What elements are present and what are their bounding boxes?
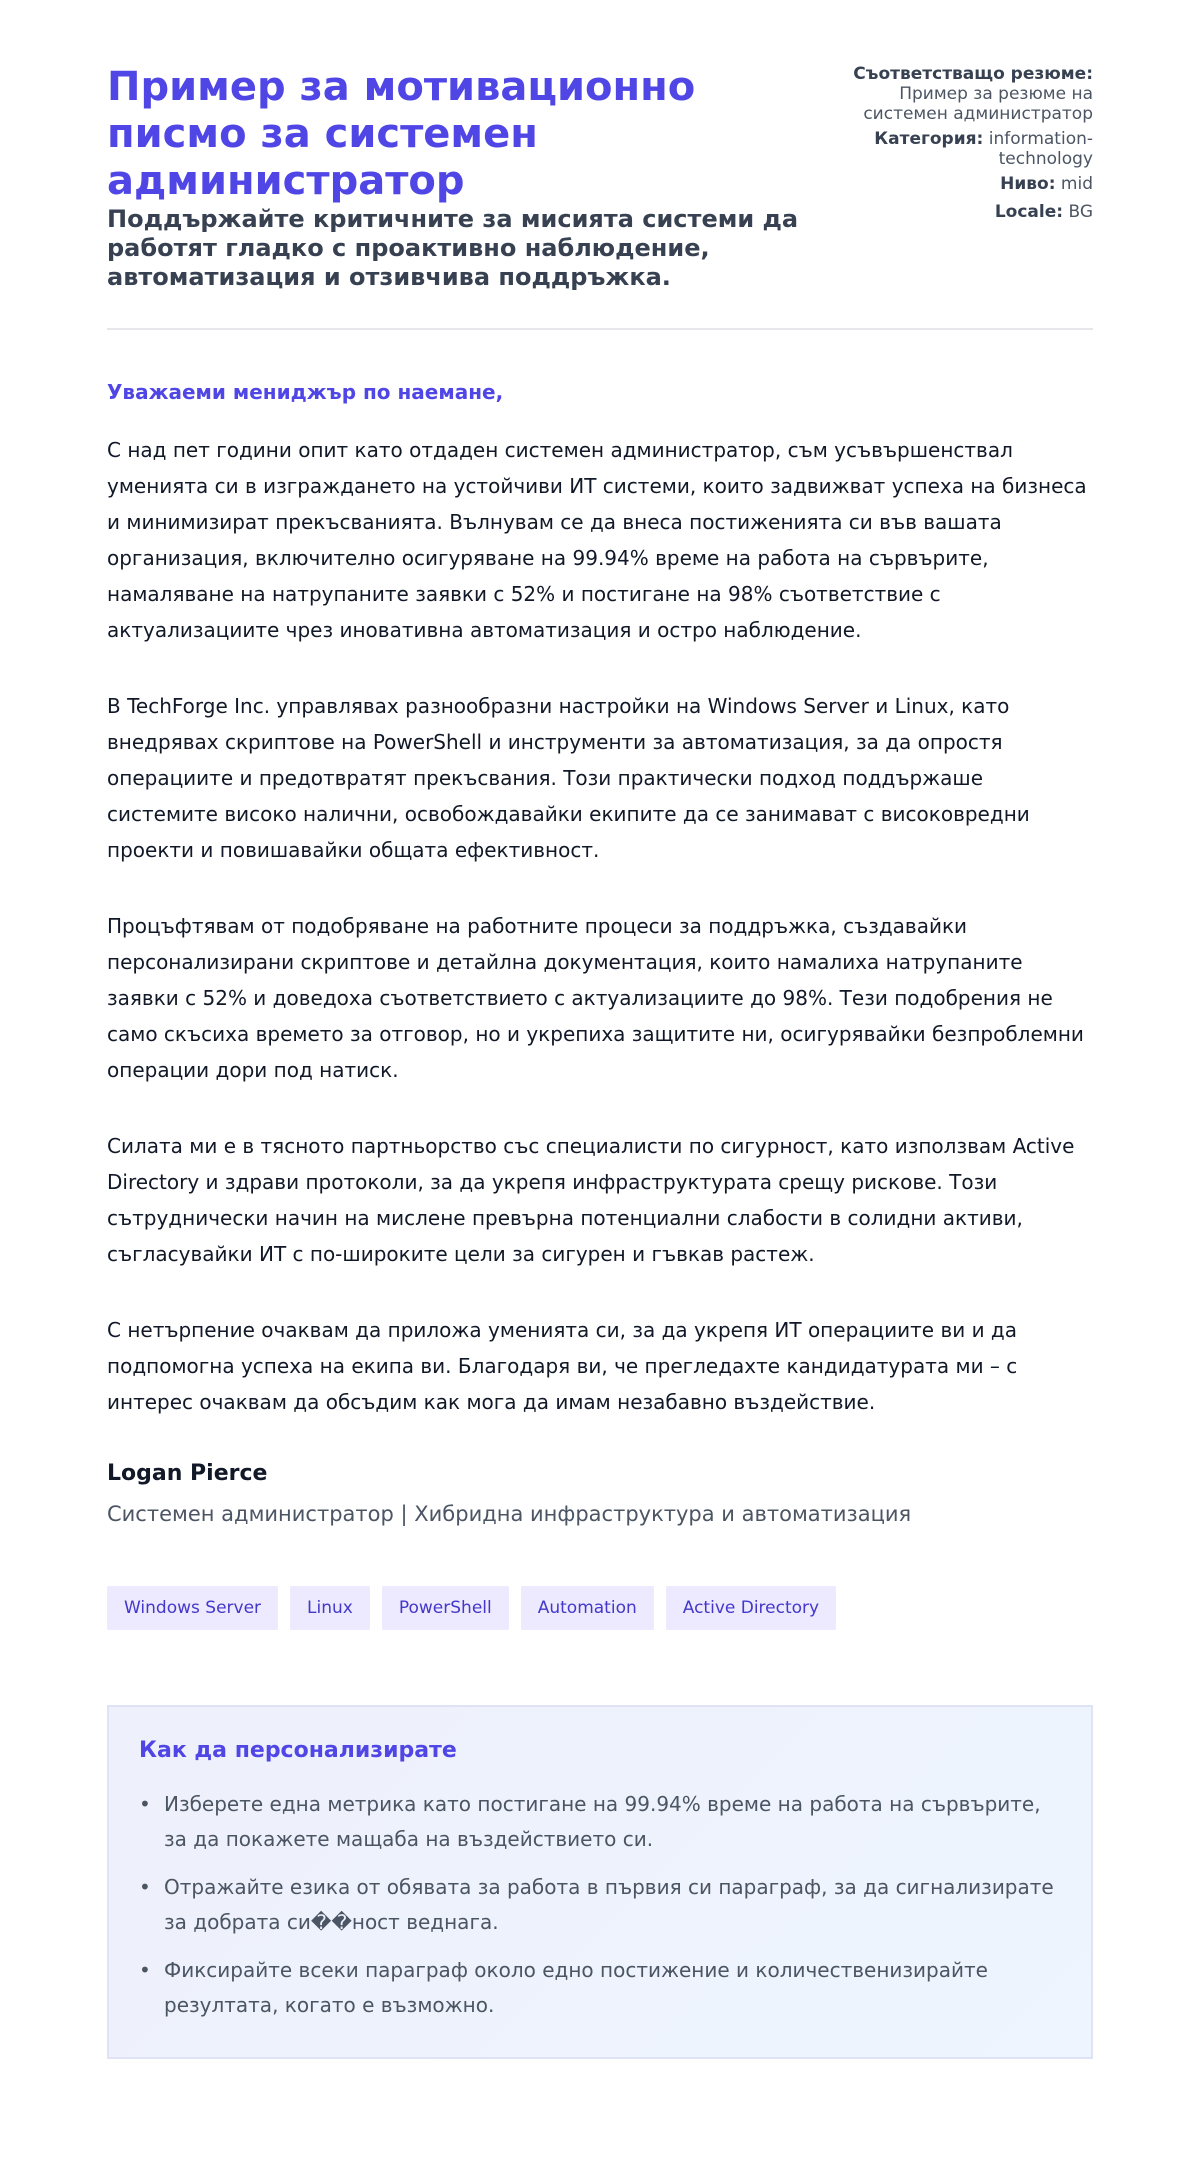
meta-category-label: Категория: [874, 129, 984, 149]
meta-panel [813, 64, 1093, 230]
meta-category-value: information-technology [988, 129, 1093, 169]
letter-paragraph: С нетърпение очаквам да приложа уменията си, за да укрепя ИТ операциите ви и да подпомогна успеха на екипа ви. Благодаря ви, че прегледахте кандидатурата ми – с интерес очаквам да обсъдим как мога да имам незабавно въздействие. [107, 1318, 1018, 1414]
letter-paragraph: Силата ми е в тясното партньорство със специалисти по сигурност, като използвам Active Directory и здрави протоколи, за да укрепя инфраструктурата срещу рискове. Този сътруднически начин на мислене превърна потенциални слабости в солидни активи, съгласувайки ИТ с по-широките цели за сигурен и гъвкав растеж. [107, 1134, 1075, 1266]
meta-category [813, 129, 1093, 169]
letter-paragraph: Процъфтявам от подобряване на работните процеси за поддръжка, създавайки персонализирани скриптове и детайлна документация, които намалиха натрупаните заявки с 52% и доведоха съответствието с актуализациите до 98%. Тези подобрения не само скъсиха времето за отговор, но и укрепиха защитите ни, осигурявайки безпроблемни операции дори под натиск. [107, 914, 1084, 1082]
meta-level-label: Ниво: [1000, 174, 1056, 194]
letter-body [107, 432, 1093, 1420]
tip-item: • Изберете една метрика като постигане на 99.94% време на работа на сървърите, за да покажете мащаба на въздействието си. [139, 1787, 1061, 1857]
meta-resume-label: Съответстващо резюме: [853, 64, 1093, 84]
tip-item: • Фиксирайте всеки параграф около едно постижение и количественизирайте резултата, когато е възможно. [139, 1953, 1061, 2023]
letter-paragraph: С над пет години опит като отдаден системен администратор, съм усъвършенствал уменията си в изграждането на устойчиви ИТ системи, които задвижват успеха на бизнеса и минимизират прекъсванията. Вълнувам се да внеса постиженията си във вашата организация, включително осигуряване на 99.94% време на работа на сървърите, намаляване на натрупаните заявки с 52% и постигане на 98% съответствие с актуализациите чрез иновативна автоматизация и остро наблюдение. [107, 438, 1087, 642]
skill-tag[interactable]: Linux [290, 1586, 370, 1630]
skill-tags [107, 1586, 1093, 1630]
skill-tag[interactable]: Active Directory [666, 1586, 836, 1630]
customization-tips-box [107, 1705, 1093, 2059]
tips-title: Как да персонализирате [139, 1738, 457, 1763]
meta-locale [813, 202, 1093, 222]
skill-tag[interactable]: PowerShell [382, 1586, 509, 1630]
tip-item: • Отражайте езика от обявата за работа в първия си параграф, за да сигнализирате за добрата си��ност веднага. [139, 1870, 1061, 1940]
meta-resume-value[interactable]: Пример за резюме на системен администратор [863, 84, 1093, 124]
meta-resume [813, 64, 1093, 124]
tips-list [139, 1787, 1061, 2023]
skill-tag[interactable]: Windows Server [107, 1586, 278, 1630]
page-subtitle: Поддържайте критичните за мисията системи да работят гладко с проактивно наблюдение, автоматизация и отзивчива поддръжка. [107, 205, 799, 291]
page-header [107, 0, 1093, 330]
signature-role: Системен администратор | Хибридна инфраструктура и автоматизация [107, 1502, 912, 1526]
page-title: Пример за мотивационно писмо за системен администратор [107, 64, 696, 204]
skill-tag[interactable]: Automation [521, 1586, 654, 1630]
meta-level-value: mid [1060, 174, 1093, 194]
meta-locale-label: Locale: [994, 202, 1064, 222]
meta-level [813, 174, 1093, 194]
letter-greeting: Уважаеми мениджър по наемане, [107, 380, 504, 404]
meta-locale-value: BG [1068, 202, 1093, 222]
letter-paragraph: В TechForge Inc. управлявах разнообразни настройки на Windows Server и Linux, като внедрявах скриптове на PowerShell и инструменти за автоматизация, за да опростя операциите и предотвратят прекъсвания. Този практически подход поддържаше системите високо налични, освобождавайки екипите да се занимават с високовредни проекти и повишавайки общата ефективност. [107, 694, 1030, 862]
signature-name: Logan Pierce [107, 1461, 268, 1486]
